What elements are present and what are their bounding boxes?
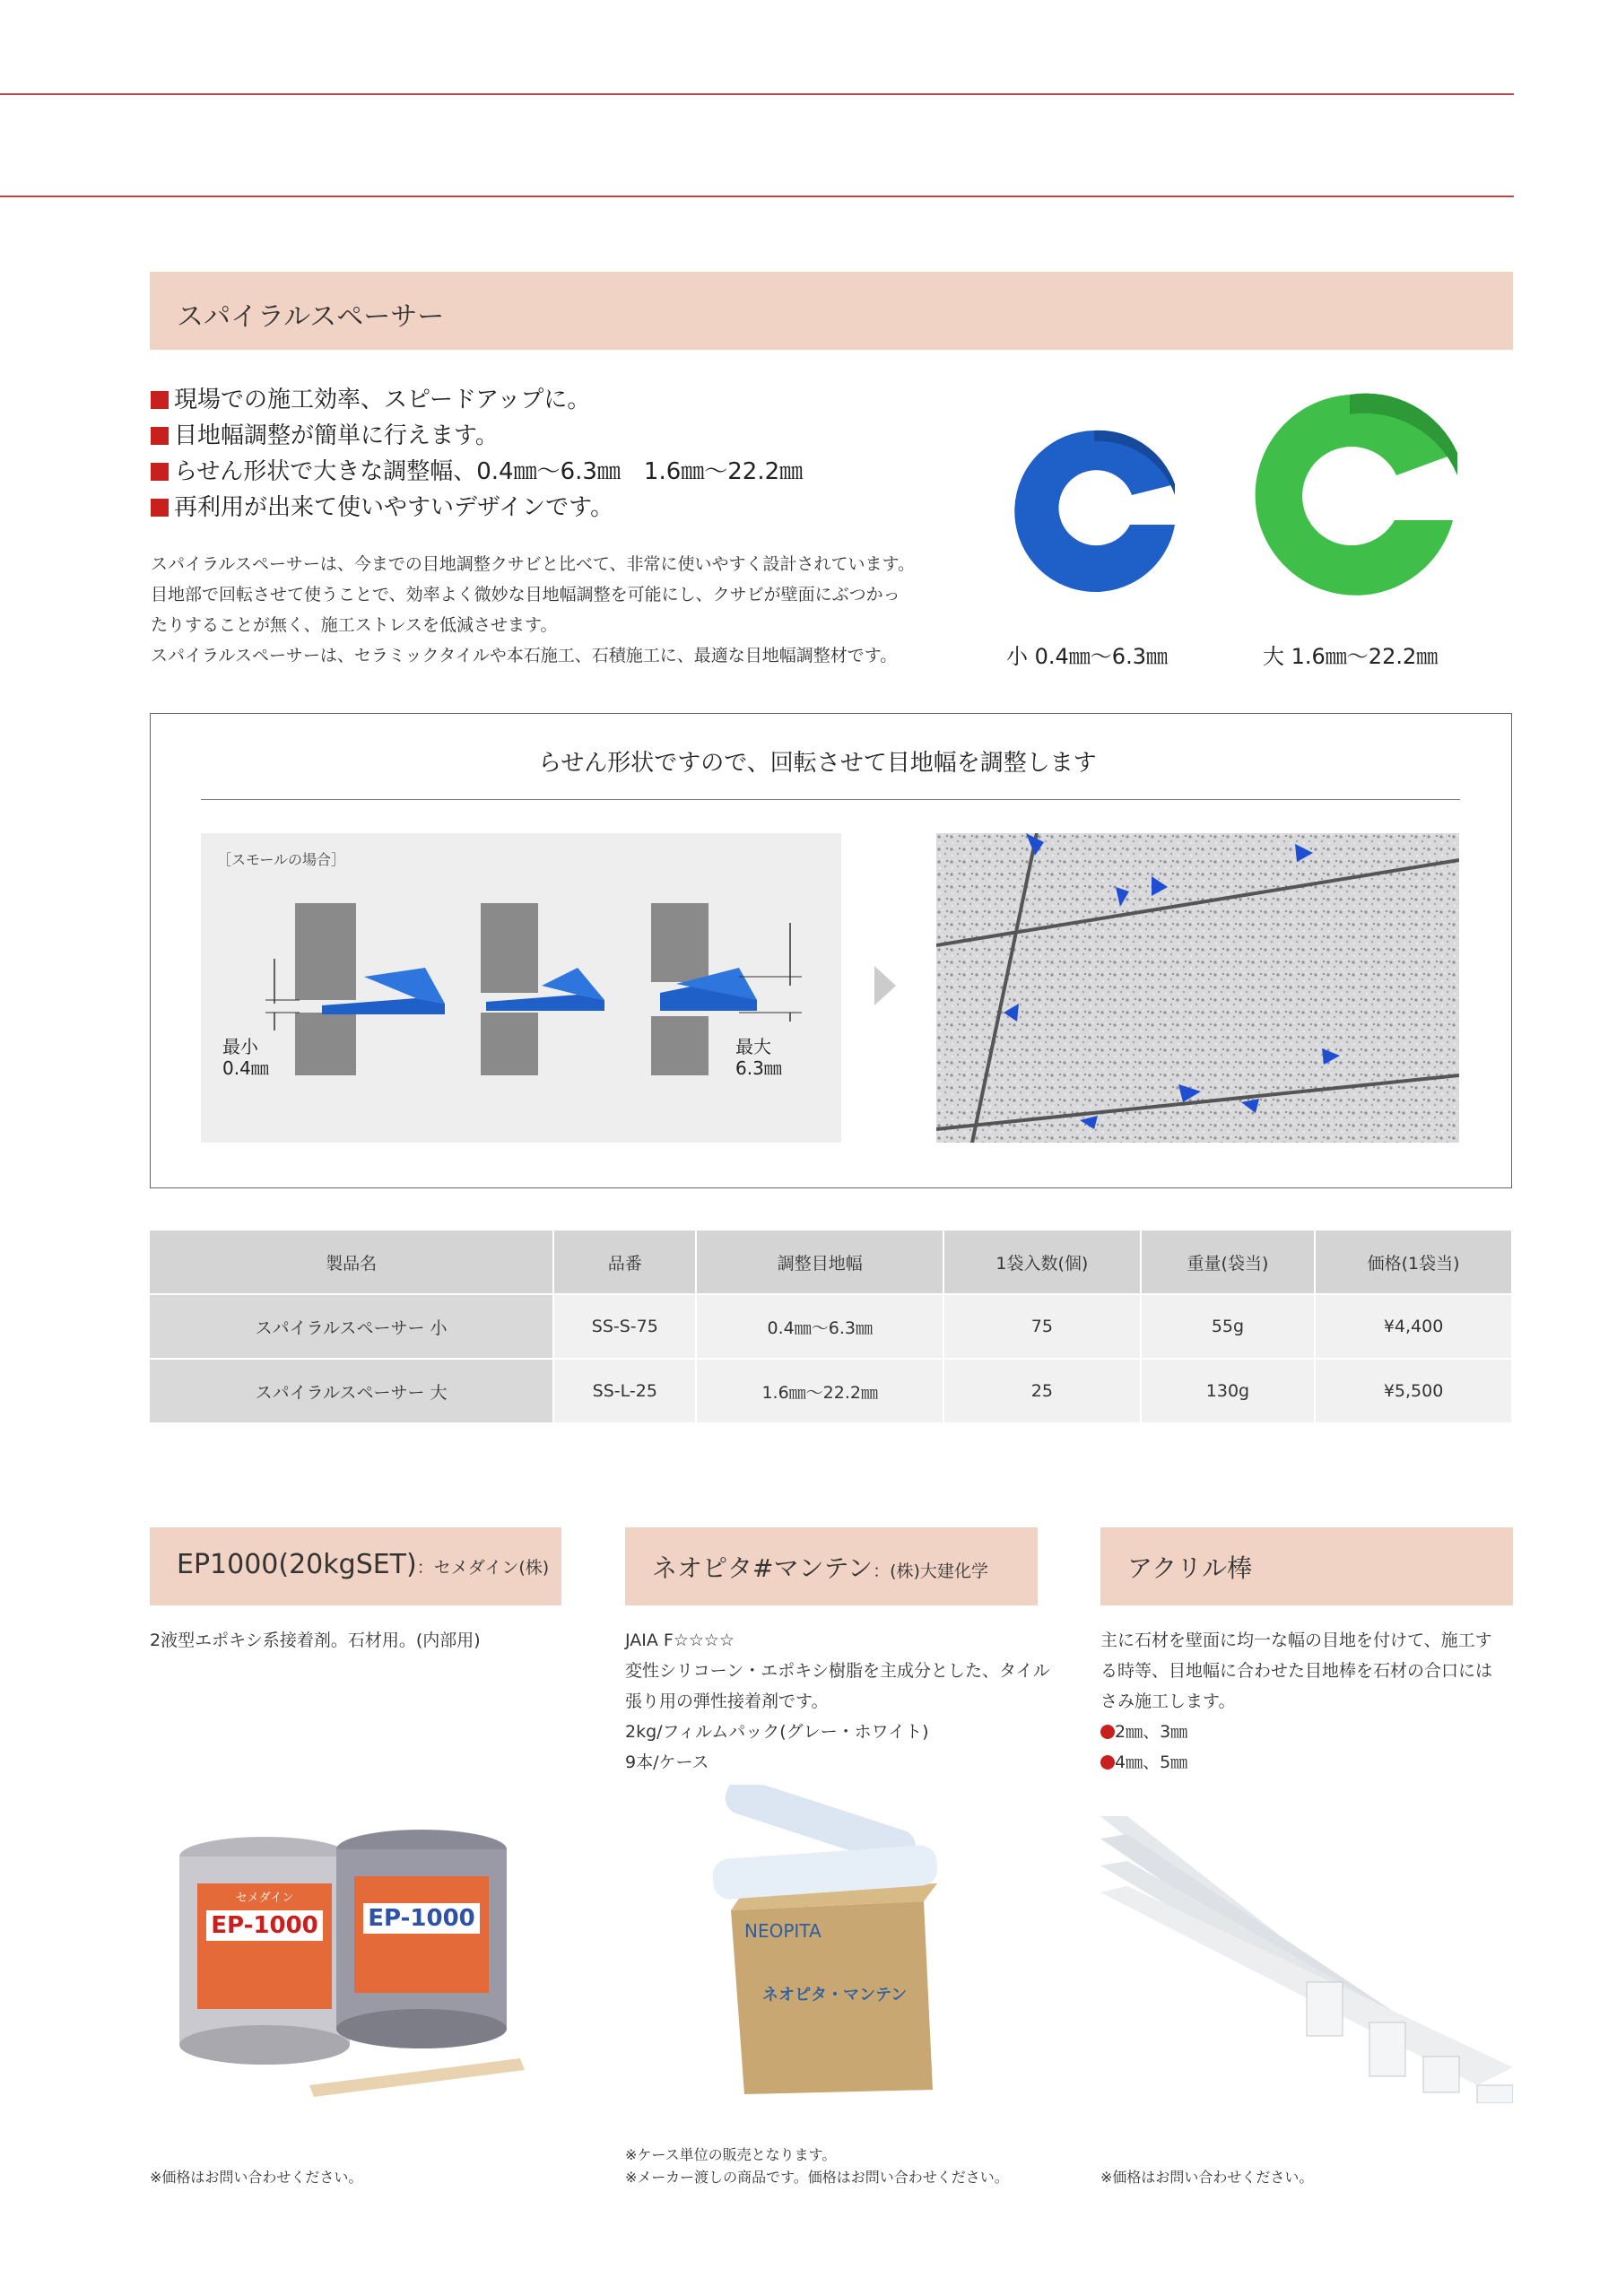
product-title: EP1000(20kgSET)：セメダイン(株) [177, 1549, 550, 1580]
table-cell: SS-S-75 [553, 1294, 696, 1359]
product-description: 主に石材を壁面に均一な幅の目地を付けて、施工す る時等、目地幅に合わせた目地棒を石材の合口には さみ施工します。 2㎜、3㎜ 4㎜、5㎜ [1100, 1631, 1493, 1772]
small-spacer-image [995, 413, 1193, 610]
table-cell: 130g [1141, 1359, 1315, 1423]
top-rule-2 [0, 196, 1514, 197]
product-note: ※メーカー渡しの商品です。価格はお問い合わせください。 [625, 2169, 1009, 2186]
feature-bullet: 現場での施工効率、スピードアップに。 [151, 381, 590, 414]
ep1000-can-image [166, 1830, 543, 2099]
table-cell: スパイラルスペーサー 大 [150, 1359, 553, 1423]
table-header: 製品名 [150, 1231, 553, 1294]
product-description: 2液型エポキシ系接着剤。石材用。(内部用) [150, 1631, 481, 1650]
table-row [150, 1359, 1512, 1423]
min-label: 最小 0.4㎜ [222, 1036, 269, 1079]
product-title: ネオピタ#マンテン：(株)大建化学 [652, 1553, 988, 1583]
description: スパイラルスペーサーは、今までの目地調整クサビと比べて、非常に使いやすく設計されています。 目地部で回転させて使うことで、効率よく微妙な目地幅調整を可能にし、クサビが壁面にぶつかっ たりすることが無く、施工ストレスを低減させます。 スパイラルスペーサーは、セラミックタイルや本石施工、石積施工に、最適な目地幅調整材です。 [151, 554, 915, 665]
table-cell: ¥5,500 [1315, 1359, 1512, 1423]
table-cell: 75 [943, 1294, 1141, 1359]
feature-bullet: 目地幅調整が簡単に行えます。 [151, 417, 499, 450]
large-spacer-image [1233, 368, 1475, 637]
spec-table [150, 1231, 1513, 1424]
table-header: 調整目地幅 [696, 1231, 943, 1294]
table-cell: 25 [943, 1359, 1141, 1423]
product-note: ※ケース単位の販売となります。 [625, 2146, 837, 2163]
diagram-divider [201, 799, 1460, 800]
small-spacer-caption: 小 0.4㎜～6.3㎜ [1006, 644, 1168, 669]
granite-tile-photo [936, 833, 1459, 1143]
table-cell: スパイラルスペーサー 小 [150, 1294, 553, 1359]
large-spacer-caption: 大 1.6㎜～22.2㎜ [1263, 644, 1439, 669]
table-cell: 1.6㎜～22.2㎜ [696, 1359, 943, 1423]
table-cell: ¥4,400 [1315, 1294, 1512, 1359]
spacer-illustration [201, 833, 841, 1143]
svg-text:EP-1000: EP-1000 [368, 1905, 475, 1932]
table-cell: SS-L-25 [553, 1359, 696, 1423]
table-cell: 55g [1141, 1294, 1315, 1359]
max-label: 最大 6.3㎜ [735, 1036, 782, 1079]
diagram-subtitle: ［スモールの場合］ [217, 851, 346, 868]
feature-bullet: 再利用が出来て使いやすいデザインです。 [151, 489, 613, 522]
product-note: ※価格はお問い合わせください。 [1100, 2169, 1314, 2186]
product-note: ※価格はお問い合わせください。 [150, 2169, 363, 2186]
product-title: アクリル棒 [1127, 1553, 1253, 1583]
acrylic-rod-image [1100, 1816, 1513, 2103]
svg-text:EP-1000: EP-1000 [211, 1912, 318, 1939]
table-header: 品番 [553, 1231, 696, 1294]
red-dot-icon [1100, 1755, 1115, 1770]
section-title: スパイラルスペーサー [177, 301, 445, 333]
diagram-heading: らせん形状ですので、回転させて目地幅を調整します [538, 750, 1097, 777]
table-row [150, 1294, 1512, 1359]
table-header: 価格(1袋当) [1315, 1231, 1512, 1294]
neopita-box-image [691, 1785, 960, 2099]
arrow-right-icon [874, 966, 896, 1005]
table-header: 1袋入数(個) [943, 1231, 1141, 1294]
table-header-row [150, 1231, 1512, 1294]
svg-text:セメダイン: セメダイン [235, 1892, 294, 1905]
table-cell: 0.4㎜～6.3㎜ [696, 1294, 943, 1359]
svg-text:NEOPITA: NEOPITA [744, 1920, 822, 1942]
product-description: JAIA F☆☆☆☆ 変性シリコーン・エポキシ樹脂を主成分とした、タイル 張り用の弾性接着剤です。 2kg/フィルムパック(グレー・ホワイト) 9本/ケース [625, 1631, 1050, 1772]
svg-text:ネオピタ・マンテン: ネオピタ・マンテン [762, 1986, 908, 2005]
red-dot-icon [1100, 1725, 1115, 1739]
feature-bullet: らせん形状で大きな調整幅、0.4㎜～6.3㎜ 1.6㎜～22.2㎜ [151, 453, 803, 486]
table-header: 重量(袋当) [1141, 1231, 1315, 1294]
top-rule-1 [0, 93, 1514, 95]
